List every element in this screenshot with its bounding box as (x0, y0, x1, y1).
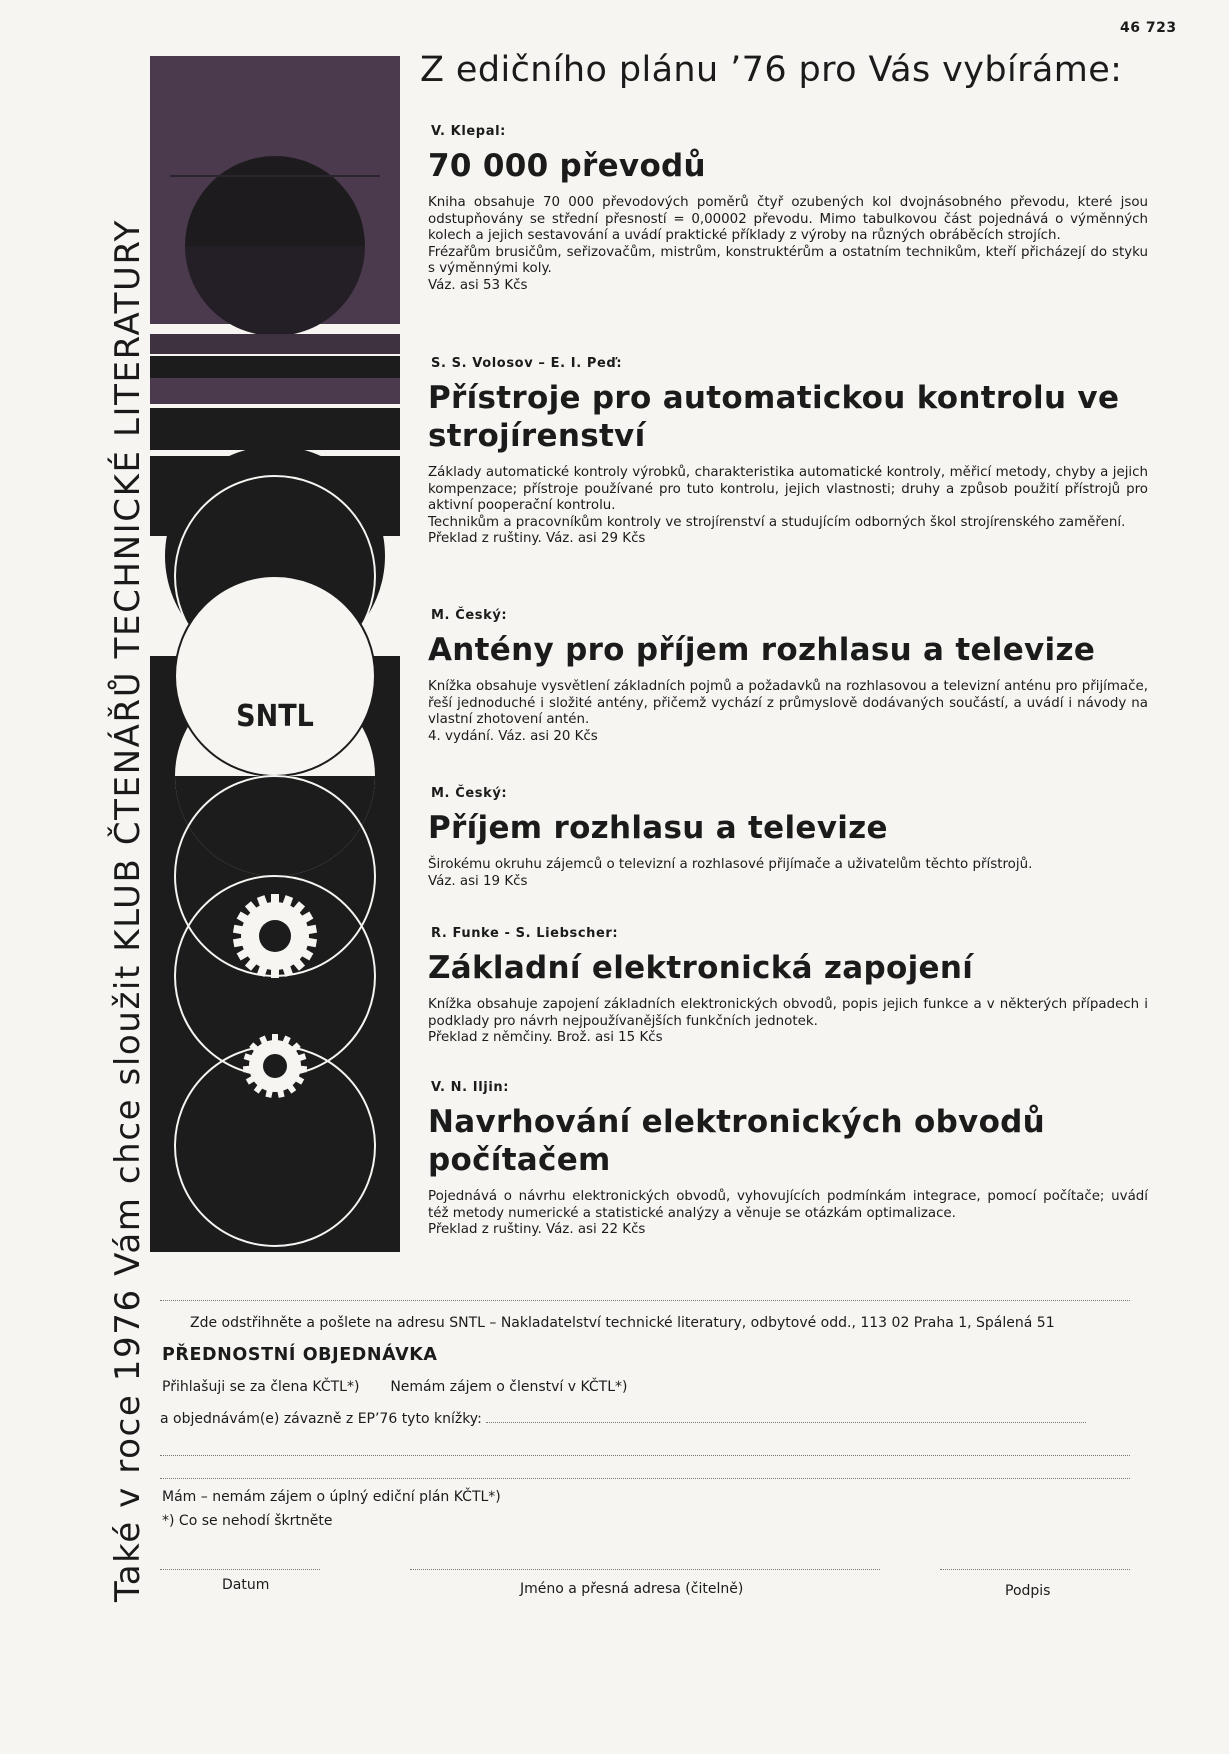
price-line: Překlad z němčiny. Brož. asi 15 Kčs (428, 1030, 663, 1045)
signature-field[interactable] (940, 1569, 1130, 1570)
description-paragraph: Pojednává o návrhu elektronických obvodů, vyhovujících podmínkám integrace, pomocí počítače; uvádí též metody numerické a statistické analýzy a věnuje se otázkám optimalizace. (428, 1189, 1148, 1221)
membership-options (162, 1379, 1130, 1395)
book-description (428, 997, 1148, 1047)
description-paragraph: Knížka obsahuje vysvětlení základních pojmů a požadavků na rozhlasovou a televizní anténu pro přijímače, řeší jednoduché i složité antény, přičemž vychází z průmyslově dodávaných součástí, a uvádí i návody na vlastní zhotovení antén. (428, 679, 1148, 727)
book-author: V. N. Iljin: (431, 1080, 510, 1095)
book-author: M. Český: (431, 786, 508, 801)
description-paragraph: Širokému okruhu zájemců o televizní a rozhlasové přijímače a uživatelům těchto přístrojů. (428, 857, 1033, 872)
price-line: Překlad z ruštiny. Váz. asi 22 Kčs (428, 1222, 646, 1237)
book-entry-1 (428, 124, 1148, 294)
book-title: Antény pro příjem rozhlasu a televize (428, 632, 1096, 668)
cover-artwork (150, 56, 400, 1256)
order-line (160, 1411, 1130, 1427)
book-entry-4 (428, 786, 1148, 890)
sntl-logo: SNTL (236, 699, 314, 734)
book-author: S. S. Volosov – E. I. Peď: (431, 356, 623, 371)
fill-line[interactable] (160, 1455, 1130, 1456)
price-line: Váz. asi 19 Kčs (428, 873, 528, 889)
description-paragraph: Frézařům brusičům, seřizovačům, mistrům, konstruktérům a ostatním technikům, kteří přicházejí do styku s výměnnými koly. (428, 244, 1148, 276)
description-paragraph: Technikům a pracovníkům kontroly ve strojírenství a studujícím odborných škol strojírenského zaměření. (428, 514, 1126, 530)
black-bar (150, 356, 400, 378)
date-label: Datum (222, 1577, 270, 1593)
book-description (428, 679, 1148, 745)
signature-row (160, 1559, 1130, 1619)
book-author: V. Klepal: (431, 124, 506, 139)
book-author: M. Český: (431, 608, 508, 623)
book-title: Základní elektronická zapojení (428, 950, 974, 986)
artwork-svg (150, 56, 400, 1256)
order-fill-field[interactable] (486, 1422, 1086, 1423)
price-line: 4. vydání. Váz. asi 20 Kčs (428, 728, 598, 744)
right-column (420, 50, 1140, 90)
member-yes-option[interactable]: Přihlašuji se za člena KČTL*) (162, 1379, 360, 1395)
book-description (428, 1189, 1148, 1239)
description-paragraph: Knížka obsahuje zapojení základních elektronických obvodů, popis jejich funkce a v některých případech i podklady pro návrh nejpoužívanějších funkčních jednotek. (428, 997, 1148, 1029)
description-paragraph: Kniha obsahuje 70 000 převodových poměrů čtyř ozubených kol dvojnásobného převodu, které jsou odstupňovány se střední přesností = 0,00002 převodu. Mimo tabulkovou část pojednává o výměnných kolech a jejich sestavování a uvádí praktické příklady z výroby na různých obráběcích strojích. (428, 195, 1148, 243)
member-no-option[interactable]: Nemám zájem o členství v KČTL*) (390, 1379, 628, 1395)
name-address-label: Jméno a přesná adresa (čitelně) (520, 1581, 744, 1597)
purple-bar-1 (150, 334, 400, 354)
footnote: *) Co se nehodí škrtněte (162, 1513, 333, 1529)
book-description (428, 195, 1148, 294)
book-entry-3 (428, 608, 1148, 745)
purple-bar-2 (150, 378, 400, 404)
order-form (160, 1300, 1130, 1619)
gear-icon-1 (233, 894, 317, 978)
page-title: Z edičního plánu ’76 pro Vás vybíráme: (420, 50, 1123, 90)
book-author: R. Funke - S. Liebscher: (431, 926, 619, 941)
book-title: Navrhování elektronických obvodů počítačem (428, 1104, 1046, 1178)
book-title: 70 000 převodů (428, 148, 706, 184)
signature-label: Podpis (1005, 1583, 1051, 1599)
fill-line[interactable] (160, 1478, 1130, 1479)
page-number: 46 723 (1120, 20, 1177, 36)
side-vertical-text: Také v roce 1976 Vám chce sloužit KLUB ČTENÁŘŮ TECHNICKÉ LITERATURY (108, 219, 148, 1602)
cut-instruction: Zde odstřihněte a pošlete na adresu SNTL – Nakladatelství technické literatury, odbytové odd., 113 02 Praha 1, Spálená 51 (190, 1315, 1055, 1331)
cut-line (160, 1300, 1130, 1301)
black-bar-2 (150, 408, 400, 450)
book-description (428, 857, 1148, 890)
order-heading: PŘEDNOSTNÍ OBJEDNÁVKA (162, 1345, 438, 1365)
book-entry-6 (428, 1080, 1148, 1239)
book-entry-2 (428, 356, 1148, 548)
order-label: a objednávám(e) závazně z EP’76 tyto knížky: (160, 1411, 482, 1427)
name-address-field[interactable] (410, 1569, 880, 1570)
book-title: Přístroje pro automatickou kontrolu ve strojírenství (428, 380, 1120, 454)
price-line: Překlad z ruštiny. Váz. asi 29 Kčs (428, 531, 646, 546)
book-title: Příjem rozhlasu a televize (428, 810, 888, 846)
description-paragraph: Základy automatické kontroly výrobků, charakteristika automatické kontroly, měřicí metody, chyby a jejich kompenzace; přístroje používané pro tuto kontrolu, jejich vlastnosti; druhy a způsob použití přístrojů pro aktivní pooperační kontrolu. (428, 465, 1148, 513)
catalog-option[interactable]: Mám – nemám zájem o úplný ediční plán KČTL*) (162, 1489, 501, 1505)
book-entry-5 (428, 926, 1148, 1047)
dark-fill-block (150, 456, 400, 536)
book-description (428, 465, 1148, 548)
date-field[interactable] (160, 1569, 320, 1570)
price-line: Váz. asi 53 Kčs (428, 277, 528, 293)
